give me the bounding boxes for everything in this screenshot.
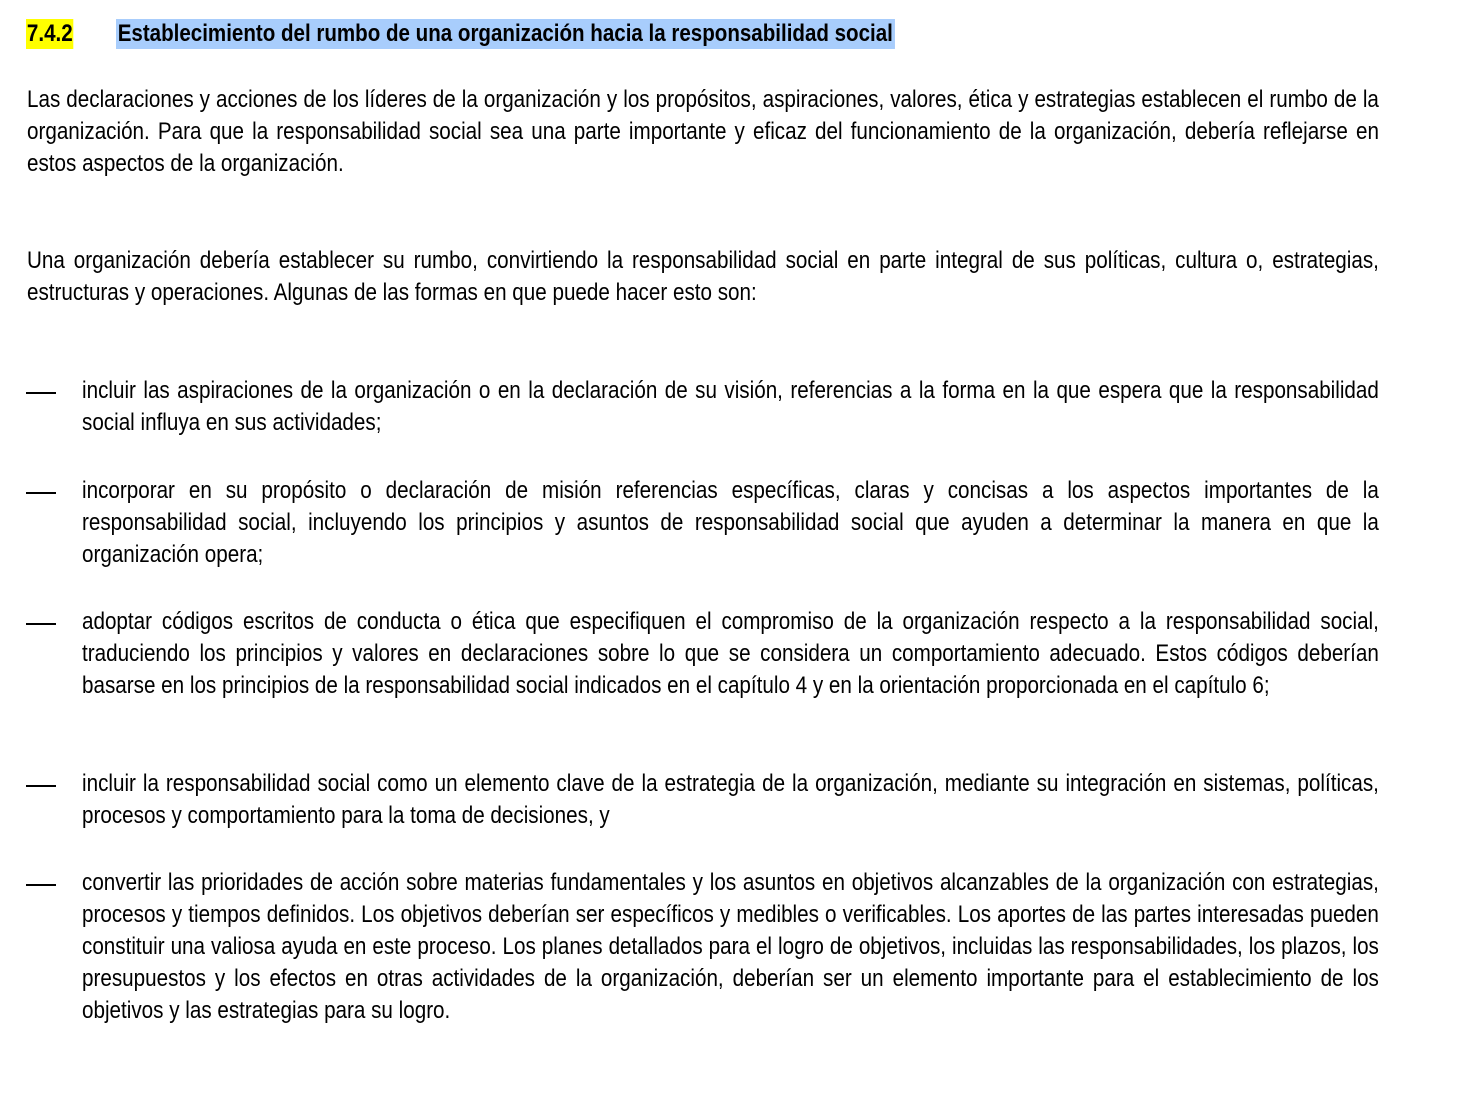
list-item-text: incluir la responsabilidad social como un elemento clave de la estrategia de la organización, mediante su integración en sistemas, políticas, procesos y comportamiento para la toma de decisiones, y	[82, 770, 1379, 829]
list-item-text: incorporar en su propósito o declaración de misión referencias específicas, claras y concisas a los aspectos importantes de la responsabilidad social, incluyendo los principios y asuntos de responsabilidad social que ayuden a determinar la manera en que la organización opera;	[82, 477, 1379, 568]
paragraph-text: Una organización debería establecer su rumbo, convirtiendo la responsabilidad social en parte integral de sus políticas, cultura o, estrategias, estructuras y operaciones. Algunas de las formas en que puede hacer esto son:	[27, 247, 1379, 306]
list-item-text-container	[82, 375, 1379, 439]
list-item-text-container	[82, 475, 1379, 571]
list-item-text-container	[82, 768, 1379, 832]
section-number: 7.4.2	[26, 20, 73, 47]
section-heading	[26, 18, 893, 50]
paragraph	[27, 245, 1379, 309]
list-item-text: convertir las prioridades de acción sobre materias fundamentales y los asuntos en objetivos alcanzables de la organización con estrategias, procesos y tiempos definidos. Los objetivos deberían ser específicos y medibles o verificables. Los aportes de las partes interesadas pueden constituir una valiosa ayuda en este proceso. Los planes detallados para el logro de objetivos, incluidas las responsabilidades, los plazos, los presupuestos y los efectos en otras actividades de la organización, deberían ser un elemento importante para el establecimiento de los objetivos y las estrategias para su logro.	[82, 869, 1379, 1024]
list-item-text-container	[82, 606, 1379, 702]
list-item-text: adoptar códigos escritos de conducta o ética que especifiquen el compromiso de la organización respecto a la responsabilidad social, traduciendo los principios y valores en declaraciones sobre lo que se considera un comportamiento adecuado. Estos códigos deberían basarse en los principios de la responsabilidad social indicados en el capítulo 4 y en la orientación proporcionada en el capítulo 6;	[82, 608, 1379, 699]
list-item-text: incluir las aspiraciones de la organización o en la declaración de su visión, referencias a la forma en la que espera que la responsabilidad social influya en sus actividades;	[82, 377, 1379, 436]
section-title: Establecimiento del rumbo de una organización hacia la responsabilidad social	[117, 20, 893, 47]
list-item-text-container	[82, 867, 1379, 1027]
paragraph-text: Las declaraciones y acciones de los líderes de la organización y los propósitos, aspiraciones, valores, ética y estrategias establecen el rumbo de la organización. Para que la responsabilidad social sea una parte importante y eficaz del funcionamiento de la organización, debería reflejarse en estos aspectos de la organización.	[27, 86, 1379, 177]
paragraph	[27, 84, 1379, 180]
